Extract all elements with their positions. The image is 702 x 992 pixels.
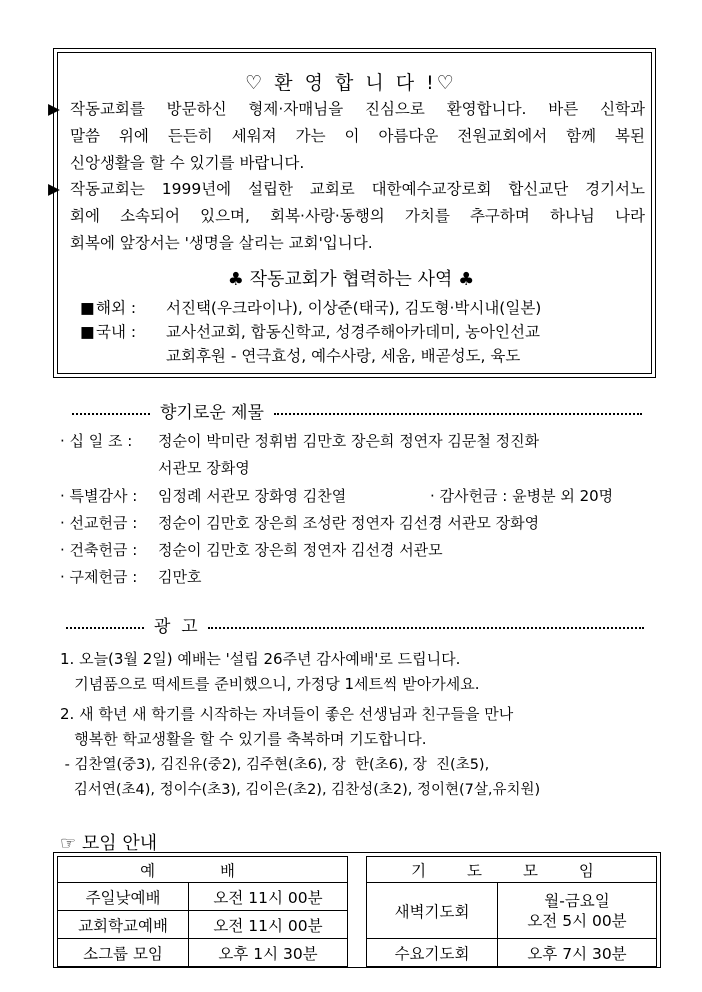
offering-row: 서관모 장화영 bbox=[158, 459, 250, 477]
notice-line: 행복한 학교생활을 할 수 있기를 축복하며 기도합니다. bbox=[60, 730, 427, 748]
table-row: 교회학교예배 오전 11시 00분 bbox=[58, 911, 348, 939]
notice-line: 1. 오늘(3월 2일) 예배는 '설립 26주년 감사예배'로 드립니다. bbox=[60, 650, 461, 668]
welcome-title: ♡ 환 영 합 니 다 !♡ bbox=[245, 72, 457, 94]
mission-abroad-value: 서진택(우크라이나), 이상준(태국), 김도형·박시내(일본) bbox=[166, 299, 542, 317]
mission-domestic-cont bbox=[80, 344, 541, 368]
thanks-offering: · 감사헌금 : 윤병분 외 20명 bbox=[430, 487, 614, 505]
mission-title: ♣ 작동교회가 협력하는 사역 ♣ bbox=[227, 269, 475, 290]
offerings-heading: 향기로운 제물 bbox=[160, 403, 264, 423]
offering-row: · 건축헌금 : 정순이 김만호 장은희 정연자 김선경 서관모 bbox=[60, 541, 443, 559]
bullet-triangle-icon: ▶ bbox=[48, 100, 60, 118]
offering-row: · 선교헌금 : 정순이 김만호 장은희 조성란 정연자 김선경 서관모 장화영 bbox=[60, 514, 540, 532]
table-row: 소그룹 모임 오후 1시 30분 bbox=[58, 939, 348, 967]
notices-heading: 광 고 bbox=[154, 617, 198, 637]
prayer-header: 기 도 모 임 bbox=[367, 857, 657, 883]
mission-list bbox=[80, 296, 541, 368]
notices-divider bbox=[66, 612, 644, 637]
worship-table bbox=[57, 856, 348, 967]
table-row: 주일낮예배 오전 11시 00분 bbox=[58, 883, 348, 911]
notice-line: 기념품으로 떡세트를 준비했으니, 가정당 1세트씩 받아가세요. bbox=[60, 675, 480, 693]
notice-line: 2. 새 학년 새 학기를 시작하는 자녀들이 좋은 선생님과 친구들을 만나 bbox=[60, 705, 514, 723]
offering-row: · 구제헌금 : 김만호 bbox=[60, 568, 202, 586]
offerings-divider bbox=[72, 398, 642, 423]
para2-line: 작동교회는 1999년에 설립한 교회로 대한예수교장로회 합신교단 경기서노 bbox=[70, 180, 645, 198]
notice-line: 김서연(초4), 정이수(초3), 김이은(초2), 김찬성(초2), 정이현(7살,유치원) bbox=[60, 782, 541, 798]
para1-line: 말씀 위에 든든히 세워져 가는 이 아름다운 전원교회에서 함께 복된 bbox=[70, 127, 645, 145]
para2-line: 회복에 앞장서는 '생명을 살리는 교회'입니다. bbox=[70, 234, 373, 252]
para1-line: 작동교회를 방문하신 형제·자매님을 진심으로 환영합니다. 바른 신학과 bbox=[70, 100, 645, 118]
worship-header: 예 배 bbox=[58, 857, 348, 883]
mission-domestic bbox=[80, 320, 541, 344]
offering-row: · 특별감사 : 임정례 서관모 장화영 김찬열 · 감사헌금 : 윤병분 외 20명 bbox=[60, 487, 614, 505]
welcome-paragraph-1 bbox=[48, 96, 645, 177]
mission-abroad-label: 해외 : bbox=[96, 299, 142, 317]
notice-line: - 김찬열(중3), 김진유(중2), 김주현(초6), 장 한(초6), 장 진(초5), bbox=[60, 757, 490, 773]
table-row: 새벽기도회 월-금요일 오전 5시 00분 bbox=[367, 883, 657, 939]
offering-row: · 십 일 조 : 정순이 박미란 정휘범 김만호 장은희 정연자 김문철 정진화 bbox=[60, 432, 540, 450]
para1-line: 신앙생활을 할 수 있기를 바랍니다. bbox=[70, 154, 305, 172]
mission-domestic-value-1: 교사선교회, 합동신학교, 성경주해아카데미, 농아인선교 bbox=[166, 323, 540, 341]
square-icon: ■ bbox=[80, 299, 95, 317]
mission-domestic-value-2: 교회후원 - 연극효성, 예수사랑, 세움, 배곧성도, 육도 bbox=[166, 347, 521, 365]
para2-line: 회에 소속되어 있으며, 회복·사랑·동행의 가치를 추구하며 하나님 나라 bbox=[70, 207, 645, 225]
welcome-paragraph-2 bbox=[48, 176, 645, 257]
prayer-table bbox=[366, 856, 657, 967]
meetings-heading: ☞ 모임 안내 bbox=[60, 833, 158, 854]
mission-abroad bbox=[80, 296, 541, 320]
bullet-triangle-icon: ▶ bbox=[48, 180, 60, 198]
square-icon: ■ bbox=[80, 323, 95, 341]
mission-domestic-label: 국내 : bbox=[96, 323, 142, 341]
table-row: 수요기도회 오후 7시 30분 bbox=[367, 939, 657, 967]
